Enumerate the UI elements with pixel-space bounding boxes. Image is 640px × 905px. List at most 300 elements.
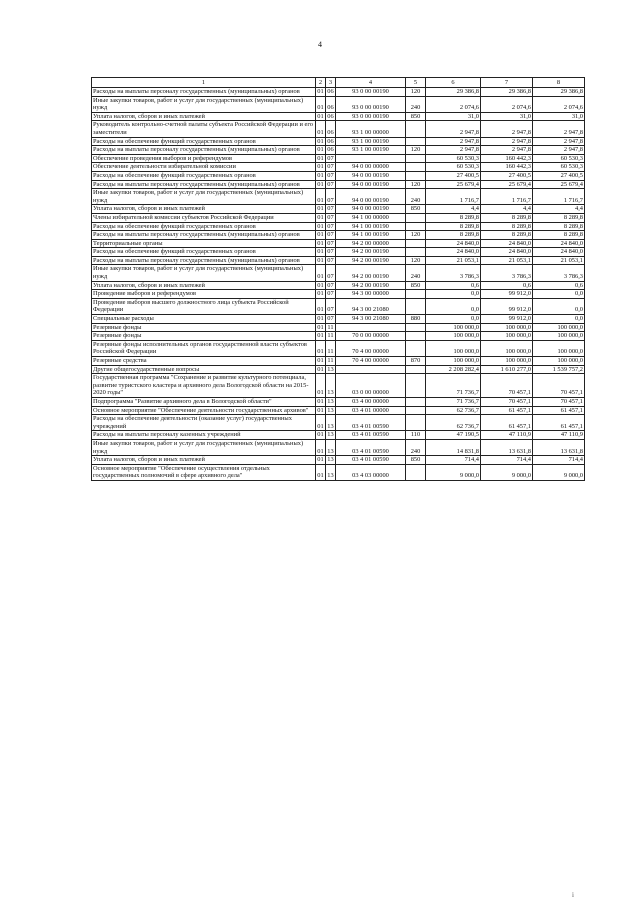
amount-year2-cell: 160 442,3 [481,154,533,163]
section-code-cell: 01 [317,332,324,340]
section-code-cell: 01 [317,397,324,405]
amount-year3-cell: 24 840,0 [533,239,585,248]
amount-year3-cell: 4,4 [533,205,585,214]
amount-year1-cell: 3 786,3 [426,265,481,281]
section-code-cell: 01 [317,365,324,373]
expense-type-cell [406,290,426,299]
amount-year1-cell: 2 947,8 [426,137,481,146]
amount-year3-cell: 3 786,3 [533,265,585,281]
subsection-code-cell: 06 [327,146,334,154]
subsection-code-cell: 07 [327,231,334,239]
amount-year2-cell: 2 074,6 [481,96,533,112]
expense-type-cell [406,365,426,374]
column-header: 2 [316,78,326,88]
subsection-code-cell: 07 [326,189,336,205]
amount-year1-cell: 100 000,0 [426,323,481,332]
table-row [92,290,585,299]
table-row [92,239,585,248]
target-article-cell: 70 4 00 00000 [336,340,406,356]
amount-year1-cell: 24 840,0 [426,248,481,257]
target-article-cell: 94 2 00 00190 [336,281,406,290]
expense-type-cell: 110 [406,431,426,440]
subsection-code-cell: 07 [327,163,334,171]
amount-year2-cell: 4,4 [481,205,533,214]
amount-year1-cell: 62 736,7 [426,406,481,415]
amount-year2-cell: 99 912,0 [481,298,533,314]
amount-year3-cell: 2 074,6 [533,96,585,112]
expense-type-cell [406,248,426,257]
expense-type-cell: 870 [406,357,426,366]
target-article-cell: 93 1 00 00000 [336,121,406,137]
target-article-cell [336,365,406,374]
section-code-cell: 01 [317,205,324,213]
subsection-code-cell: 13 [327,406,334,414]
expense-type-cell: 850 [406,456,426,465]
table-row [92,213,585,222]
column-header: 6 [426,78,481,88]
amount-year3-cell: 13 631,8 [533,439,585,455]
expense-type-cell [406,406,426,415]
table-row [92,88,585,97]
table-row [92,256,585,265]
expense-type-cell [406,222,426,231]
table-row [92,180,585,189]
subsection-code-cell: 07 [327,222,334,230]
table-row [92,456,585,465]
subsection-code-cell: 13 [327,431,334,439]
section-code-cell: 01 [317,222,324,230]
amount-year1-cell: 100 000,0 [426,332,481,341]
subsection-code-cell: 07 [327,290,334,298]
target-article-cell: 93 1 00 00190 [336,146,406,155]
expense-type-cell: 120 [406,180,426,189]
target-article-cell: 03 4 01 00590 [336,439,406,455]
subsection-code-cell: 11 [326,340,336,356]
amount-year3-cell: 29 386,8 [533,88,585,97]
amount-year3-cell: 61 457,1 [533,406,585,415]
amount-year2-cell: 24 840,0 [481,239,533,248]
section-code-cell: 01 [316,464,326,480]
section-code-cell: 01 [317,290,324,298]
amount-year2-cell: 1 716,7 [481,189,533,205]
target-article-cell: 03 4 00 00000 [336,397,406,406]
expense-type-cell [406,332,426,341]
row-name-cell: Резервные фонды [92,332,316,341]
amount-year3-cell: 100 000,0 [533,340,585,356]
amount-year1-cell: 100 000,0 [426,357,481,366]
amount-year1-cell: 71 736,7 [426,374,481,398]
row-name-cell: Другие общегосударственные вопросы [92,365,316,374]
target-article-cell: 94 3 00 21080 [336,315,406,324]
section-code-cell: 01 [317,112,324,120]
table-row [92,189,585,205]
table-row [92,163,585,172]
section-code-cell: 01 [317,357,324,364]
row-name-cell: Уплата налогов, сборов и иных платежей [92,112,316,121]
amount-year2-cell: 29 386,8 [481,88,533,97]
table-row [92,315,585,324]
row-name-cell: Резервные средства [92,357,316,366]
amount-year2-cell: 99 912,0 [481,315,533,324]
table-row [92,121,585,137]
row-name-cell: Расходы на обеспечение деятельности (оказание услуг) государственных учреждений [92,415,316,431]
table-row [92,171,585,180]
column-header: 7 [481,78,533,88]
section-code-cell: 01 [317,137,324,145]
expense-type-cell: 120 [406,256,426,265]
section-code-cell: 01 [316,439,326,455]
target-article-cell: 70 4 00 00000 [336,357,406,366]
amount-year3-cell: 24 840,0 [533,248,585,257]
amount-year1-cell: 29 386,8 [426,88,481,97]
amount-year2-cell: 47 110,9 [481,431,533,440]
table-row [92,281,585,290]
amount-year3-cell: 60 530,3 [533,154,585,163]
amount-year1-cell: 71 736,7 [426,397,481,406]
subsection-code-cell: 07 [327,239,334,247]
amount-year1-cell: 0,0 [426,315,481,324]
section-code-cell: 01 [316,298,326,314]
row-name-cell: Подпрограмма "Развитие архивного дела в Вологодской области" [92,397,316,406]
subsection-code-cell: 07 [327,256,334,264]
amount-year1-cell: 21 053,1 [426,256,481,265]
subsection-code-cell: 11 [327,357,334,364]
section-code-cell: 01 [317,163,324,171]
row-name-cell: Специальные расходы [92,315,316,324]
section-code-cell: 01 [317,231,324,239]
subsection-code-cell: 07 [327,281,334,289]
amount-year2-cell: 100 000,0 [481,340,533,356]
row-name-cell: Уплата налогов, сборов и иных платежей [92,205,316,214]
target-article-cell: 03 0 00 00000 [336,374,406,398]
target-article-cell: 94 2 00 00190 [336,248,406,257]
section-code-cell: 01 [317,256,324,264]
row-name-cell: Уплата налогов, сборов и иных платежей [92,281,316,290]
target-article-cell: 94 2 00 00190 [336,256,406,265]
table-row [92,397,585,406]
section-code-cell: 01 [317,456,324,464]
section-code-cell: 01 [317,146,324,154]
amount-year1-cell: 8 289,8 [426,222,481,231]
row-name-cell: Расходы на выплаты персоналу казенных учреждений [92,431,316,440]
table-row [92,96,585,112]
row-name-cell: Руководитель контрольно-счетной палаты субъекта Российской Федерации и его заместители [92,121,316,137]
budget-table [91,77,585,481]
table-row [92,415,585,431]
table-row [92,137,585,146]
target-article-cell: 94 0 00 00190 [336,171,406,180]
target-article-cell: 94 1 00 00190 [336,231,406,240]
amount-year3-cell: 100 000,0 [533,332,585,341]
row-name-cell: Расходы на обеспечение функций государственных органов [92,222,316,231]
target-article-cell: 03 4 03 00000 [336,464,406,480]
section-code-cell: 01 [317,180,324,188]
section-code-cell: 01 [317,315,324,323]
amount-year3-cell: 21 053,1 [533,256,585,265]
expense-type-cell [406,137,426,146]
amount-year2-cell: 25 679,4 [481,180,533,189]
column-header: 8 [533,78,585,88]
amount-year2-cell: 70 457,1 [481,374,533,398]
target-article-cell: 94 1 00 00190 [336,222,406,231]
amount-year1-cell: 0,0 [426,290,481,299]
corner-mark: i [572,891,574,899]
amount-year1-cell: 47 190,5 [426,431,481,440]
section-code-cell: 01 [317,239,324,247]
expense-type-cell: 880 [406,315,426,324]
target-article-cell: 94 2 00 00000 [336,239,406,248]
amount-year3-cell: 8 289,8 [533,222,585,231]
expense-type-cell: 120 [406,88,426,97]
amount-year2-cell: 0,6 [481,281,533,290]
amount-year1-cell: 8 289,8 [426,213,481,222]
table-row [92,112,585,121]
amount-year3-cell: 0,0 [533,290,585,299]
section-code-cell: 01 [317,406,324,414]
amount-year3-cell: 100 000,0 [533,323,585,332]
amount-year1-cell: 2 947,8 [426,121,481,137]
subsection-code-cell: 06 [326,96,336,112]
expense-type-cell [406,163,426,172]
expense-type-cell [406,397,426,406]
table-row [92,406,585,415]
subsection-code-cell: 06 [326,121,336,137]
subsection-code-cell: 06 [327,88,334,95]
amount-year1-cell: 62 736,7 [426,415,481,431]
target-article-cell: 93 0 00 00190 [336,88,406,97]
target-article-cell [336,154,406,163]
amount-year1-cell: 27 400,5 [426,171,481,180]
table-row [92,431,585,440]
amount-year2-cell: 13 631,8 [481,439,533,455]
amount-year1-cell: 0,0 [426,298,481,314]
amount-year2-cell: 27 400,5 [481,171,533,180]
subsection-code-cell: 11 [327,323,334,331]
target-article-cell: 94 0 00 00190 [336,205,406,214]
expense-type-cell [406,323,426,332]
amount-year2-cell: 2 947,8 [481,137,533,146]
amount-year1-cell: 0,6 [426,281,481,290]
expense-type-cell [406,154,426,163]
row-name-cell: Иные закупки товаров, работ и услуг для государственных (муниципальных) нужд [92,265,316,281]
amount-year3-cell: 47 110,9 [533,431,585,440]
amount-year3-cell: 31,0 [533,112,585,121]
subsection-code-cell: 07 [326,298,336,314]
table-row [92,298,585,314]
subsection-code-cell: 13 [326,439,336,455]
expense-type-cell [406,340,426,356]
table-row [92,357,585,366]
expense-type-cell: 240 [406,439,426,455]
section-code-cell: 01 [317,88,324,95]
amount-year2-cell: 100 000,0 [481,357,533,366]
section-code-cell: 01 [316,189,326,205]
table-row [92,231,585,240]
row-name-cell: Государственная программа "Сохранение и развитие культурного потенциала, развитие туристского кластера и архивного дела Вологодской области на 2015-2020 годы" [92,374,316,398]
column-header: 5 [406,78,426,88]
expense-type-cell [406,239,426,248]
row-name-cell: Члены избирательной комиссии субъектов Российской Федерации [92,213,316,222]
subsection-code-cell: 07 [327,154,334,162]
table-row [92,332,585,341]
expense-type-cell: 120 [406,146,426,155]
table-row [92,374,585,398]
amount-year3-cell: 1 539 757,2 [533,365,585,374]
row-name-cell: Обеспечение деятельности избирательной комиссии [92,163,316,172]
row-name-cell: Расходы на выплаты персоналу государственных (муниципальных) органов [92,88,316,97]
subsection-code-cell: 13 [326,464,336,480]
expense-type-cell [406,374,426,398]
section-code-cell: 01 [317,281,324,289]
amount-year2-cell: 70 457,1 [481,397,533,406]
amount-year3-cell: 714,4 [533,456,585,465]
row-name-cell: Территориальные органы [92,239,316,248]
row-name-cell: Иные закупки товаров, работ и услуг для государственных (муниципальных) нужд [92,439,316,455]
row-name-cell: Проведение выборов высшего должностного лица субъекта Российской Федерации [92,298,316,314]
amount-year3-cell: 2 947,8 [533,137,585,146]
row-name-cell: Основное мероприятие "Обеспечение осуществления отдельных государственных полномочий в сфере архивного дела" [92,464,316,480]
header-row [92,78,585,88]
section-code-cell: 01 [317,213,324,221]
subsection-code-cell: 06 [327,137,334,145]
target-article-cell: 94 2 00 00190 [336,265,406,281]
expense-type-cell [406,213,426,222]
amount-year3-cell: 70 457,1 [533,374,585,398]
amount-year2-cell: 2 947,8 [481,121,533,137]
expense-type-cell [406,298,426,314]
amount-year1-cell: 14 831,8 [426,439,481,455]
target-article-cell: 94 0 00 00190 [336,180,406,189]
target-article-cell: 94 0 00 00000 [336,163,406,172]
section-code-cell: 01 [316,265,326,281]
subsection-code-cell: 13 [326,415,336,431]
amount-year3-cell: 8 289,8 [533,213,585,222]
section-code-cell: 01 [316,415,326,431]
amount-year3-cell: 2 947,8 [533,121,585,137]
amount-year3-cell: 100 000,0 [533,357,585,366]
amount-year3-cell: 70 457,1 [533,397,585,406]
target-article-cell: 70 0 00 00000 [336,332,406,341]
expense-type-cell: 850 [406,205,426,214]
amount-year1-cell: 2 947,8 [426,146,481,155]
row-name-cell: Расходы на выплаты персоналу государственных (муниципальных) органов [92,256,316,265]
column-header: 4 [336,78,406,88]
amount-year1-cell: 60 530,3 [426,163,481,172]
amount-year1-cell: 2 074,6 [426,96,481,112]
target-article-cell: 94 3 00 00000 [336,290,406,299]
amount-year2-cell: 8 289,8 [481,222,533,231]
table-row [92,439,585,455]
section-code-cell: 01 [316,121,326,137]
subsection-code-cell: 07 [327,205,334,213]
amount-year3-cell: 1 716,7 [533,189,585,205]
amount-year2-cell: 100 000,0 [481,323,533,332]
row-name-cell: Расходы на выплаты персоналу государственных (муниципальных) органов [92,231,316,240]
subsection-code-cell: 07 [327,171,334,179]
amount-year1-cell: 60 530,3 [426,154,481,163]
table-row [92,265,585,281]
amount-year3-cell: 61 457,1 [533,415,585,431]
amount-year2-cell: 714,4 [481,456,533,465]
expense-type-cell [406,171,426,180]
amount-year3-cell: 8 289,8 [533,231,585,240]
amount-year2-cell: 31,0 [481,112,533,121]
expense-type-cell [406,415,426,431]
row-name-cell: Резервные фонды исполнительных органов государственной власти субъектов Российской Федерации [92,340,316,356]
row-name-cell: Уплата налогов, сборов и иных платежей [92,456,316,465]
amount-year3-cell: 27 400,5 [533,171,585,180]
table-row [92,340,585,356]
target-article-cell: 94 0 00 00190 [336,189,406,205]
section-code-cell: 01 [317,248,324,256]
table-row [92,323,585,332]
amount-year1-cell: 4,4 [426,205,481,214]
target-article-cell: 94 3 00 21080 [336,298,406,314]
amount-year2-cell: 8 289,8 [481,231,533,240]
amount-year3-cell: 25 679,4 [533,180,585,189]
row-name-cell: Расходы на обеспечение функций государственных органов [92,171,316,180]
amount-year2-cell: 61 457,1 [481,415,533,431]
subsection-code-cell: 07 [327,213,334,221]
row-name-cell: Резервные фонды [92,323,316,332]
amount-year2-cell: 99 912,0 [481,290,533,299]
amount-year2-cell: 8 289,8 [481,213,533,222]
section-code-cell: 01 [317,323,324,331]
amount-year3-cell: 2 947,8 [533,146,585,155]
column-header: 1 [92,78,316,88]
section-code-cell: 01 [316,96,326,112]
subsection-code-cell: 13 [327,397,334,405]
amount-year2-cell: 160 442,3 [481,163,533,172]
column-header: 3 [326,78,336,88]
target-article-cell: 03 4 01 00590 [336,431,406,440]
expense-type-cell [406,121,426,137]
target-article-cell: 03 4 01 00590 [336,456,406,465]
amount-year1-cell: 714,4 [426,456,481,465]
amount-year1-cell: 31,0 [426,112,481,121]
subsection-code-cell: 07 [327,315,334,323]
subsection-code-cell: 07 [327,180,334,188]
row-name-cell: Проведение выборов и референдумов [92,290,316,299]
subsection-code-cell: 07 [326,265,336,281]
expense-type-cell [406,464,426,480]
row-name-cell: Основное мероприятие "Обеспечение деятельности государственных архивов" [92,406,316,415]
row-name-cell: Расходы на выплаты персоналу государственных (муниципальных) органов [92,146,316,155]
amount-year3-cell: 0,0 [533,315,585,324]
row-name-cell: Расходы на выплаты персоналу государственных (муниципальных) органов [92,180,316,189]
row-name-cell: Расходы на обеспечение функций государственных органов [92,137,316,146]
subsection-code-cell: 13 [326,374,336,398]
amount-year1-cell: 1 716,7 [426,189,481,205]
page-number: 4 [318,40,322,49]
amount-year2-cell: 3 786,3 [481,265,533,281]
table-row [92,222,585,231]
amount-year1-cell: 9 000,0 [426,464,481,480]
amount-year1-cell: 8 289,8 [426,231,481,240]
table-row [92,205,585,214]
amount-year3-cell: 0,0 [533,298,585,314]
amount-year1-cell: 2 208 282,4 [426,365,481,374]
expense-type-cell: 850 [406,112,426,121]
subsection-code-cell: 11 [327,332,334,340]
amount-year1-cell: 100 000,0 [426,340,481,356]
subsection-code-cell: 06 [327,112,334,120]
subsection-code-cell: 07 [327,248,334,256]
amount-year2-cell: 61 457,1 [481,406,533,415]
table-row [92,365,585,374]
amount-year2-cell: 21 053,1 [481,256,533,265]
amount-year3-cell: 9 000,0 [533,464,585,480]
